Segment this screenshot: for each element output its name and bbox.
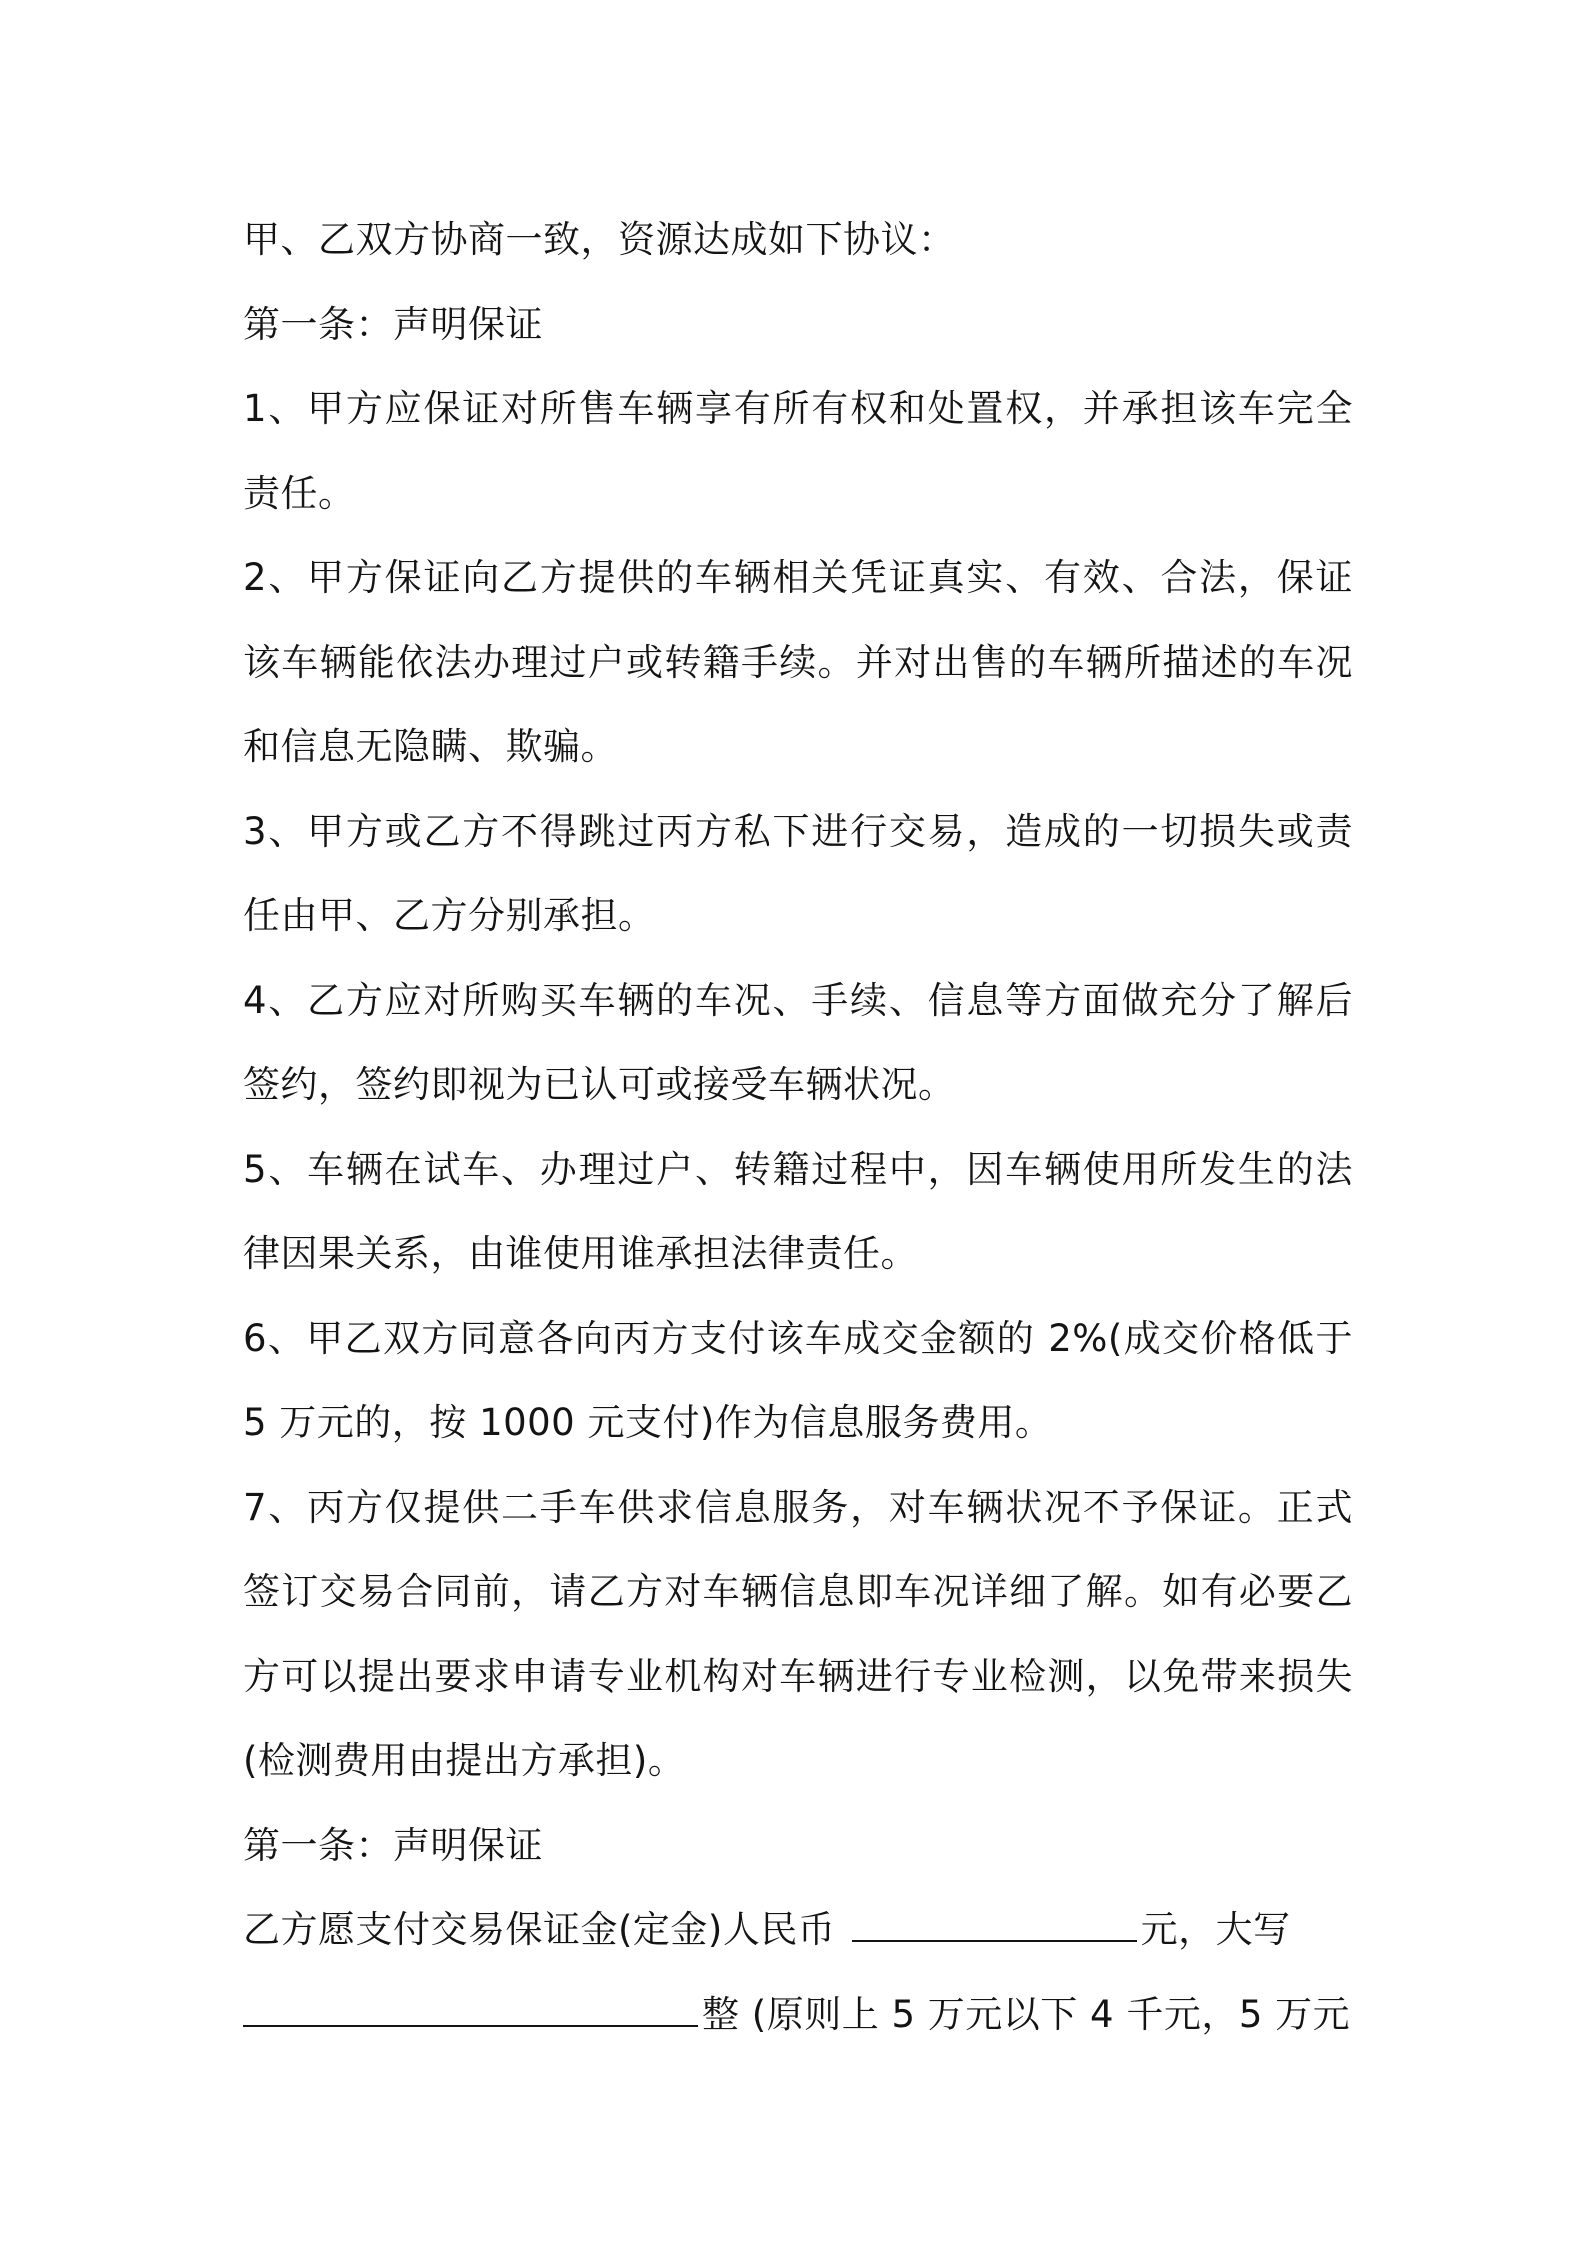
article-heading: 第一条：声明保证 (243, 302, 543, 346)
deposit-unit-text: 元，大写 (1140, 1908, 1291, 1951)
clause-5: 5、车辆在试车、办理过户、转籍过程中，因车辆使用所发生的法律因果关系，由谁使用谁承担法律责任。 (243, 1147, 1353, 1275)
deposit-suffix: 整 (原则上 5 万元以下 4 千元，5 万元 (702, 1992, 1351, 2036)
clause-7: 7、丙方仅提供二手车供求信息服务，对车辆状况不予保证。正式签订交易合同前，请乙方对车辆信息即车况详细了解。如有必要乙方可以提出要求申请专业机构对车辆进行专业检测，以免带来损失(检测费用由提出方承担)。 (243, 1485, 1353, 1782)
intro-paragraph: 甲、乙双方协商一致，资源达成如下协议： (243, 218, 956, 261)
document-body (243, 198, 1353, 2057)
amount-number-blank[interactable] (852, 1902, 1137, 1942)
clause-1: 1、甲方应保证对所售车辆享有所有权和处置权，并承担该车完全责任。 (243, 387, 1353, 515)
clause-3: 3、甲方或乙方不得跳过丙方私下进行交易，造成的一切损失或责任由甲、乙方分别承担。 (243, 809, 1353, 937)
deposit-clause (243, 1888, 1353, 2057)
article-heading-second: 第一条：声明保证 (243, 1823, 543, 1867)
clause-4: 4、乙方应对所购买车辆的车况、手续、信息等方面做充分了解后签约，签约即视为已认可或接受车辆状况。 (243, 978, 1353, 1106)
deposit-prefix: 乙方愿支付交易保证金(定金)人民币 (243, 1908, 836, 1951)
clause-2: 2、甲方保证向乙方提供的车辆相关凭证真实、有效、合法，保证该车辆能依法办理过户或转籍手续。并对出售的车辆所描述的车况和信息无隐瞒、欺骗。 (243, 556, 1353, 768)
clause-6: 6、甲乙双方同意各向丙方支付该车成交金额的 2%(成交价格低于 5 万元的，按 1000 元支付)作为信息服务费用。 (243, 1316, 1353, 1444)
amount-uppercase-blank[interactable] (243, 1987, 698, 2027)
